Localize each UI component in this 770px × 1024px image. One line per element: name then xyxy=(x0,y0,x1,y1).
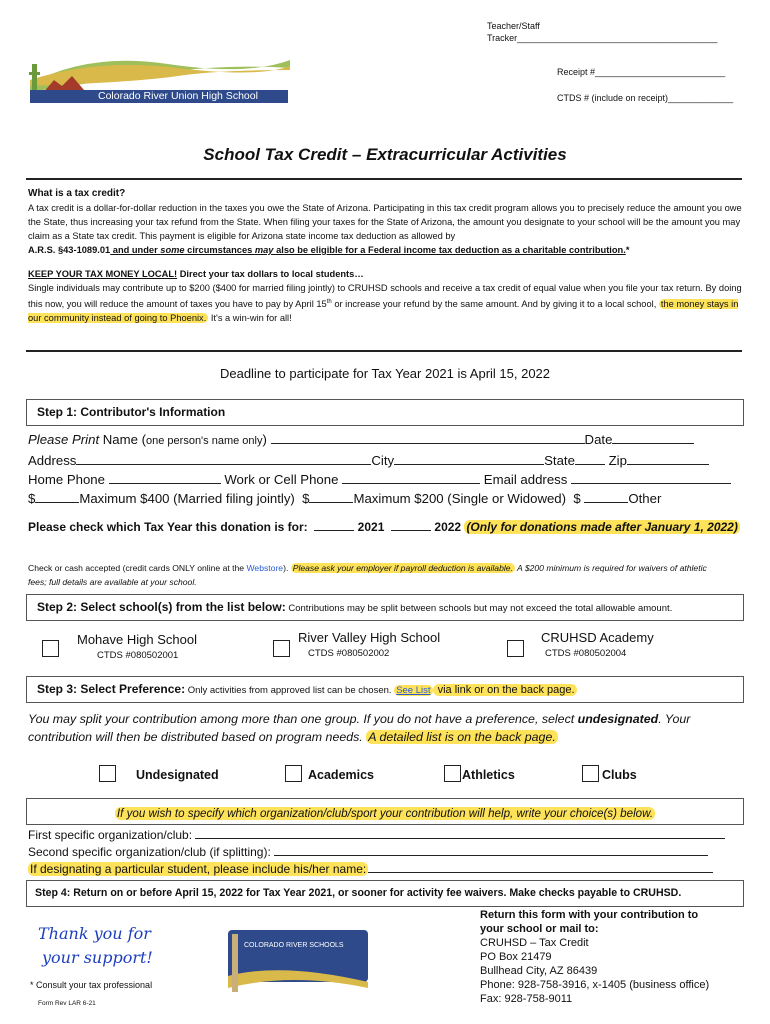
district-logo xyxy=(28,54,290,114)
zip-field[interactable] xyxy=(627,464,709,465)
step3-header: Step 3: Select Preference: Only activities from approved list can be chosen. See List via link or on the back page. xyxy=(26,676,744,703)
deadline-text: Deadline to participate for Tax Year 2021 is April 15, 2022 xyxy=(219,366,551,381)
ars-ref: A.R.S. §43-1089.01 xyxy=(28,245,111,255)
home-phone-field[interactable] xyxy=(109,483,221,484)
pref-checkbox-academics[interactable] xyxy=(285,765,302,782)
school-checkbox-mohave[interactable] xyxy=(42,640,59,657)
email-field[interactable] xyxy=(571,483,731,484)
address-field[interactable] xyxy=(76,464,371,465)
pref-clubs: Clubs xyxy=(602,768,637,782)
receipt-line[interactable]: Receipt #__________________________ xyxy=(557,67,726,77)
pref-checkbox-undesignated[interactable] xyxy=(99,765,116,782)
district-name: Colorado River Union High School District xyxy=(98,90,258,114)
school-mohave: Mohave High School CTDS #080502001 xyxy=(77,632,197,661)
intro-paragraph-2: Single individuals may contribute up to $200 ($400 for married filing jointly) to CRUHSD schools and receive a tax credit of equal value when you file your tax return. By doing this now, you will reduce the amount of taxes you have to pay by April 15th or increase your refund by the same amount. And by giving it to a local school, the money stays in our community instead of going to Phoenix. It's a win-win for all! xyxy=(28,283,742,324)
school-river-valley: River Valley High School CTDS #080502002 xyxy=(298,630,441,659)
second-org-label: Second specific organization/club (if splitting): xyxy=(28,845,271,859)
ars-tail: and under some circumstances may also be eligible for a Federal income tax deduction as a charitable contribution. xyxy=(110,245,626,255)
intro-rule xyxy=(26,350,742,352)
split-instructions: You may split your contribution among more than one group. If you do not have a preference, select undesignated. Your contribution will then be distributed based on program needs. A detailed list is on the back page. xyxy=(28,712,691,744)
second-org-field[interactable] xyxy=(274,855,708,856)
amount-other-field[interactable] xyxy=(584,502,628,503)
intro-section xyxy=(28,187,744,325)
title-rule xyxy=(26,178,742,180)
ctds-line[interactable]: CTDS # (include on receipt)_____________ xyxy=(557,93,734,103)
footer-logo xyxy=(222,922,374,998)
state-field[interactable] xyxy=(575,464,605,465)
first-org-label: First specific organization/club: xyxy=(28,828,193,842)
year-2022-note: (Only for donations made after January 1, 2022) xyxy=(466,520,738,534)
return-info: Return this form with your contribution to your school or mail to: CRUHSD – Tax Credit PO Box 21479 Bullhead City, AZ 86439 Phone: 928-758-3916, x-1405 (business office) Fax: 928-758-9011 xyxy=(480,909,710,1005)
pref-athletics: Athletics xyxy=(462,768,515,782)
school-checkbox-river-valley[interactable] xyxy=(273,640,290,657)
pref-checkbox-clubs[interactable] xyxy=(582,765,599,782)
school-checkbox-academy[interactable] xyxy=(507,640,524,657)
form-revision: Form Rev LAR 6-21 xyxy=(38,1000,96,1007)
thank-you-text: Thank you for your support! xyxy=(38,924,153,967)
first-org-field[interactable] xyxy=(195,838,725,839)
consult-note: * Consult your tax professional xyxy=(30,980,153,990)
school-academy: CRUHSD Academy CTDS #080502004 xyxy=(541,630,654,659)
specify-instructions: If you wish to specify which organization/club/sport your contribution will help, write your choice(s) below. xyxy=(116,807,654,820)
pref-undesignated: Undesignated xyxy=(136,768,219,782)
date-label: Date xyxy=(584,432,613,447)
payment-note: Check or cash accepted (credit cards ONLY online at the Webstore). Please ask your employer if payroll deduction is available. A $200 minimum is required for waivers of athletic fees; full details are available at your school. xyxy=(28,563,707,587)
student-field[interactable] xyxy=(368,872,713,873)
date-field[interactable] xyxy=(612,443,694,444)
amount-200-field[interactable] xyxy=(309,502,353,503)
cell-phone-field[interactable] xyxy=(342,483,480,484)
step2-header: Step 2: Select school(s) from the list below: Contributions may be split between schools but may not exceed the total allowable amount. xyxy=(26,594,744,621)
student-label: If designating a particular student, please include his/her name: xyxy=(30,862,367,876)
step1-header: Step 1: Contributor's Information xyxy=(26,399,744,426)
city-field[interactable] xyxy=(394,464,544,465)
name-row: Please Print Name (one person's name only) Date xyxy=(28,430,744,451)
pref-checkbox-athletics[interactable] xyxy=(444,765,461,782)
footer-logo-graphic xyxy=(222,922,374,998)
year-2022-field[interactable] xyxy=(391,530,431,531)
teacher-tracker-line1: Teacher/Staff xyxy=(487,21,540,31)
intro-paragraph xyxy=(28,201,744,257)
phone-row: Home Phone Work or Cell Phone Email address xyxy=(28,470,744,489)
amount-400-field[interactable] xyxy=(35,502,79,503)
specify-box xyxy=(26,798,744,825)
org-fields xyxy=(28,827,744,878)
see-list-link[interactable]: See List xyxy=(396,685,431,696)
step4-header: Step 4: Return on or before April 15, 2022 for Tax Year 2021, or sooner for activity fee waivers. Make checks payable to CRUHSD. xyxy=(26,880,744,907)
footer-logo-text: COLORADO RIVER SCHOOLS xyxy=(244,942,344,949)
year-2021-field[interactable] xyxy=(314,530,354,531)
page-title: School Tax Credit – Extracurricular Activities xyxy=(203,145,567,164)
amount-row: $ Maximum $400 (Married filing jointly) $ Maximum $200 (Single or Widowed) $ Other xyxy=(28,491,662,506)
contributor-form xyxy=(28,430,744,508)
ars-star: * xyxy=(625,245,630,255)
pref-academics: Academics xyxy=(308,768,375,782)
keep-local-heading: KEEP YOUR TAX MONEY LOCAL! Direct your tax dollars to local students… xyxy=(28,269,364,279)
teacher-tracker-line2[interactable]: Tracker________________________________________ xyxy=(487,33,718,43)
webstore-link[interactable]: Webstore xyxy=(246,563,284,573)
name-field[interactable] xyxy=(271,443,585,444)
tax-year-question: Please check which Tax Year this donation is for: 2021 2022 (Only for donations made after January 1, 2022) xyxy=(28,520,738,534)
tracker-block xyxy=(487,20,757,44)
intro-para1: A tax credit is a dollar-for-dollar reduction in the taxes you owe the State of Arizona. Participating in this tax credit program allows you to precisely reduce the amount you owe the State, thus increasing your tax refund from the State. When filing your taxes for the State of Arizona, the amount you designate to your school will be the amount you may claim as a State tax credit. This payment is eligible for Arizona state income tax deduction as allowed by xyxy=(28,203,742,241)
address-row: Address City State Zip xyxy=(28,451,744,470)
intro-heading: What is a tax credit? xyxy=(28,188,126,199)
